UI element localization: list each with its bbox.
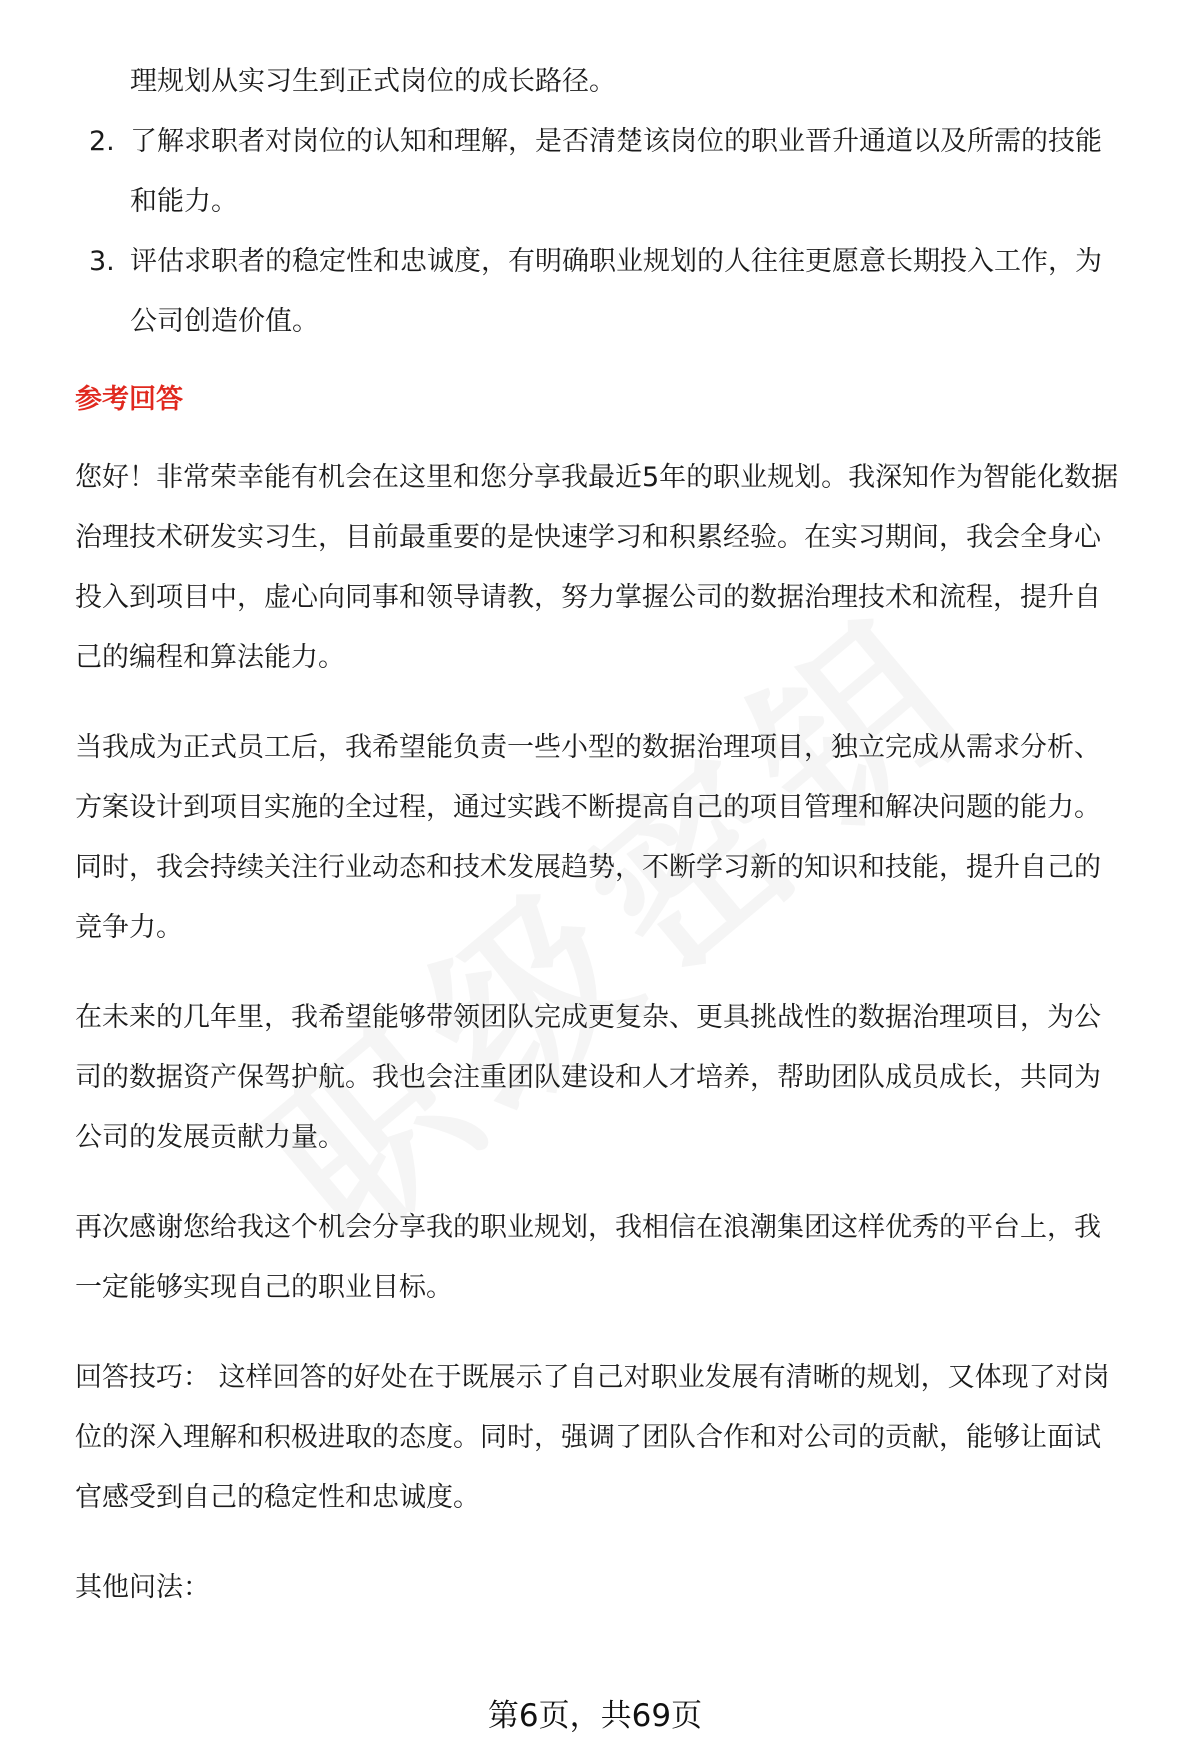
- list-item-continuation: 理规划从实习生到正式岗位的成长路径。: [130, 66, 616, 97]
- paragraph: 在未来的几年里，我希望能够带领团队完成更复杂、更具挑战性的数据治理项目，为公司的数据资产保驾护航。我也会注重团队建设和人才培养，帮助团队成员成长，共同为公司的发展贡献力量。: [75, 1002, 1101, 1153]
- list-item-number: 3.: [89, 246, 115, 277]
- section-title: 参考回答: [75, 384, 183, 415]
- paragraph: 再次感谢您给我这个机会分享我的职业规划，我相信在浪潮集团这样优秀的平台上，我一定能够实现自己的职业目标。: [75, 1212, 1101, 1303]
- other-questions-label: 其他问法：: [75, 1572, 210, 1603]
- list-item: [75, 112, 1125, 232]
- answer-tips-paragraph: 回答技巧： 这样回答的好处在于既展示了自己对职业发展有清晰的规划，又体现了对岗位的深入理解和积极进取的态度。同时，强调了团队合作和对公司的贡献，能够让面试官感受到自己的稳定性和忠诚度。: [75, 1362, 1110, 1513]
- page-content: [75, 52, 1125, 1648]
- page-number-footer: 第6页，共69页: [487, 1698, 703, 1734]
- list-item: [75, 232, 1125, 352]
- list-item-text: 了解求职者对岗位的认知和理解，是否清楚该岗位的职业晋升通道以及所需的技能和能力。: [130, 126, 1102, 217]
- list-item-number: 2.: [89, 126, 115, 157]
- paragraph: 当我成为正式员工后，我希望能负责一些小型的数据治理项目，独立完成从需求分析、方案设计到项目实施的全过程，通过实践不断提高自己的项目管理和解决问题的能力。同时，我会持续关注行业动态和技术发展趋势，不断学习新的知识和技能，提升自己的竞争力。: [75, 732, 1101, 943]
- paragraph: 您好！非常荣幸能有机会在这里和您分享我最近5年的职业规划。我深知作为智能化数据治理技术研发实习生，目前最重要的是快速学习和积累经验。在实习期间，我会全身心投入到项目中，虚心向同事和领导请教，努力掌握公司的数据治理技术和流程，提升自己的编程和算法能力。: [75, 462, 1119, 673]
- list-item-text: 评估求职者的稳定性和忠诚度，有明确职业规划的人往往更愿意长期投入工作，为公司创造价值。: [130, 246, 1102, 337]
